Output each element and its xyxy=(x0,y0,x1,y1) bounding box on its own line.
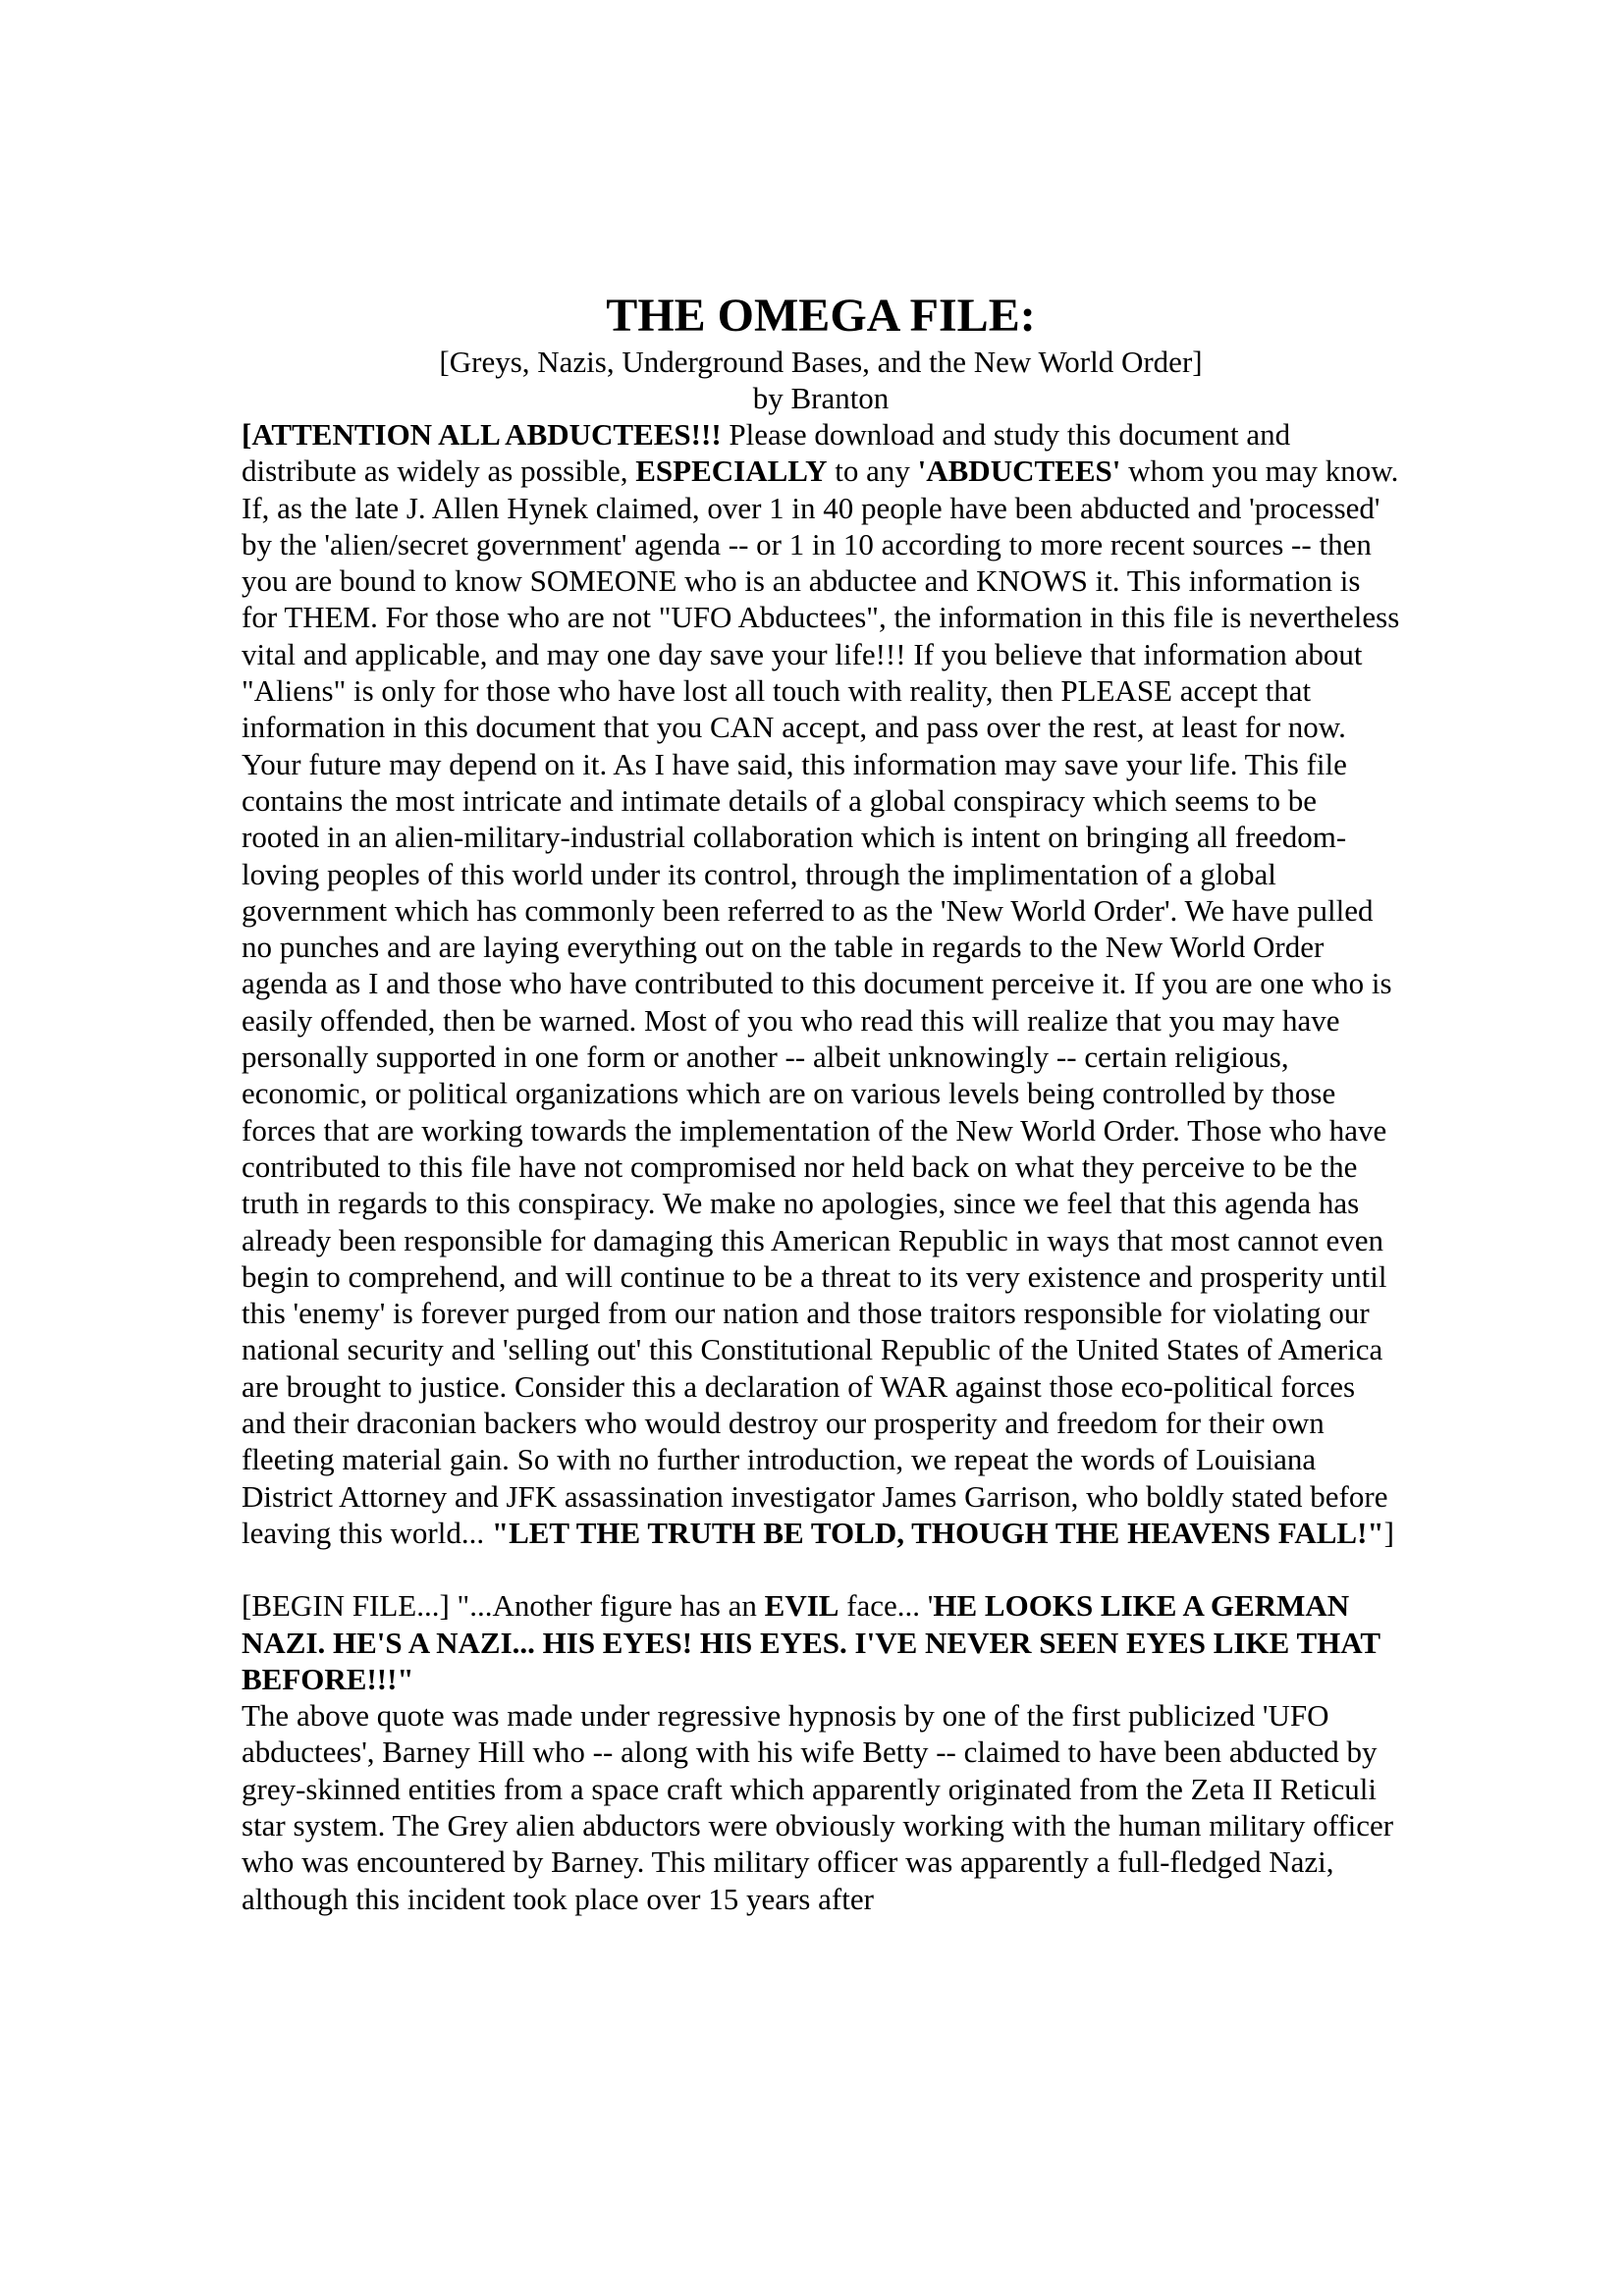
document-title: THE OMEGA FILE: xyxy=(606,290,1036,342)
hill-abduction-paragraph: The above quote was made under regressive hypnosis by one of the first publicized 'UFO abductees', Barney Hill who -- along with his wife Betty -- claimed to have been abducted by grey-skinned entities from a space craft which apparently originated from the Zeta II Reticuli star system. The Grey alien abductors were obviously working with the human military officer who was encountered by Barney. This military officer was apparently a full-fledged Nazi, although this incident took place over 15 years after xyxy=(242,1698,1394,1916)
begin-file-evil: EVIL xyxy=(764,1588,839,1624)
intro-text-1: Please download and study this document and distribute as widely as possible, xyxy=(242,417,1291,489)
intro-abductees: 'ABDUCTEES' xyxy=(917,454,1121,489)
begin-file-paragraph xyxy=(242,1587,1400,1697)
document-subtitle: [Greys, Nazis, Underground Bases, and the New World Order] xyxy=(439,345,1203,379)
intro-truth-quote: "LET THE TRUTH BE TOLD, THOUGH THE HEAVENS FALL!" xyxy=(491,1515,1384,1550)
intro-paragraph xyxy=(242,416,1400,1551)
intro-text-2: to any xyxy=(827,454,918,489)
begin-file-text-1: [BEGIN FILE...] "...Another figure has an xyxy=(242,1588,765,1624)
intro-text-3: whom you may know. If, as the late J. Allen Hynek claimed, over 1 in 40 people have been abducted and 'processed' by the 'alien/secret government' agenda -- or 1 in 10 according to more recent sources -- then you are bound to know SOMEONE who is an abductee and KNOWS it. This information is for THEM. For those who are not "UFO Abductees", the information in this file is nevertheless vital and applicable, and may one day save your life!!! If you believe that information about "Aliens" is only for those who have lost all touch with reality, then PLEASE accept that information in this document that you CAN accept, and pass over the rest, at least for now. Your future may depend on it. As I have said, this information may save your life. This file contains the most intricate and intimate details of a global conspiracy which seems to be rooted in an alien-military-industrial collaboration which is intent on bringing all freedom-loving peoples of this world under its control, through the implimentation of a global government which has commonly been referred to as the 'New World Order'. We have pulled no punches and are laying everything out on the table in regards to the New World Order agenda as I and those who have contributed to this document perceive it. If you are one who is easily offended, then be warned. Most of you who read this will realize that you may have personally supported in one form or another -- albeit unknowingly -- certain religious, economic, or political organizations which are on various levels being controlled by those forces that are working towards the implementation of the New World Order. Those who have contributed to this file have not compromised nor held back on what they perceive to be the truth in regards to this conspiracy. We make no apologies, since we feel that this agenda has already been responsible for damaging this American Republic in ways that most cannot even begin to comprehend, and will continue to be a threat to its very existence and prosperity until this 'enemy' is forever purged from our nation and those traitors responsible for violating our national security and 'selling out' this Constitutional Republic of the United States of America are brought to justice. Consider this a declaration of WAR against those eco-political forces and their draconian backers who would destroy our prosperity and freedom for their own fleeting material gain. So with no further introduction, we repeat the words of Louisiana District Attorney and JFK assassination investigator James Garrison, who boldly stated before leaving this world... xyxy=(242,454,1400,1550)
document-byline: by Branton xyxy=(752,381,890,415)
intro-attention-heading: [ATTENTION ALL ABDUCTEES!!! xyxy=(242,417,722,452)
paragraph-gap xyxy=(242,1551,1400,1587)
document-page xyxy=(242,289,1400,1917)
intro-especially: ESPECIALLY xyxy=(635,454,828,489)
intro-close-bracket: ] xyxy=(1383,1515,1394,1550)
begin-file-text-2: face... ' xyxy=(839,1588,934,1624)
begin-file-nazi-quote: HE LOOKS LIKE A GERMAN NAZI. HE'S A NAZI... HIS EYES! HIS EYES. I'VE NEVER SEEN EYES LIKE THAT BEFORE!!!" xyxy=(242,1588,1380,1696)
